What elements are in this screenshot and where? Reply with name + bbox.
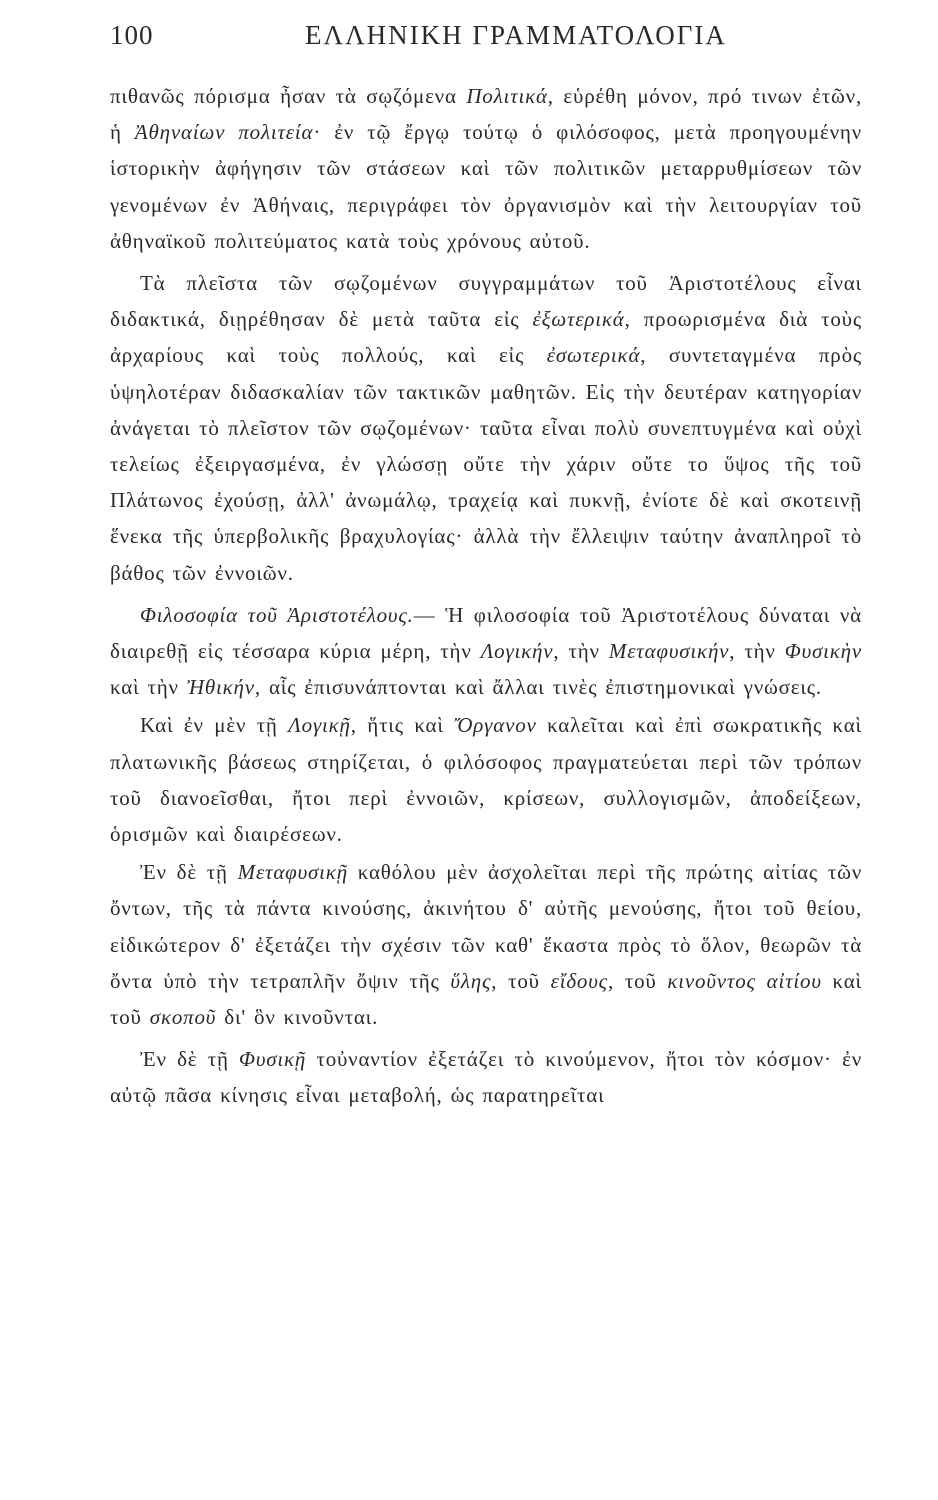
italic-run: Ὄργανον [454, 713, 537, 738]
page-number: 100 [110, 20, 154, 50]
text-run: , αἷς ἐπισυνάπτονται καὶ ἄλλαι τινὲς ἐπιστημονικαὶ γνώσεις. [254, 675, 822, 700]
body-text [110, 78, 862, 1114]
text-run: καλεῖται καὶ ἐπὶ σωκρατικῆς καὶ πλατωνικῆς βάσεως στηρίζεται, ὁ φιλόσοφος πραγματεύεται περὶ τῶν τρόπων τοῦ διανοεῖσθαι, ἤτοι περὶ ἐννοιῶν, κρίσεων, συλλογισμῶν, ἀποδείξεων, ὁρισμῶν καὶ διαιρέσεων. [110, 713, 862, 847]
text-run: , συντεταγμένα πρὸς ὑψηλοτέραν διδασκαλίαν τῶν τακτικῶν μαθητῶν. Εἰς τὴν δευτέραν κατηγορίαν ἀνάγεται τὸ πλεῖστον τῶν σῳζομένων· ταῦτα εἶναι πολὺ συνεπτυγμένα καὶ οὐχὶ τελείως ἐξειργασμένα, ἐν γλώσσῃ οὔτε τὴν χάριν οὔτε το ὕψος τῆς τοῦ Πλάτωνος ἐχούσῃ, ἀλλ' ἀνωμάλῳ, τραχείᾳ καὶ πυκνῇ, ἐνίοτε δὲ καὶ σκοτεινῇ ἕνεκα τῆς ὑπερβολικῆς βραχυλογίας· ἀλλὰ τὴν ἔλλειψιν ταύτην ἀναπληροῖ τὸ βάθος τῶν ἐννοιῶν. [110, 343, 862, 585]
italic-run: Λογικῇ [288, 713, 351, 738]
text-run: , τὴν [729, 639, 785, 664]
paragraph-philosophy-heading [110, 597, 862, 706]
italic-run: Πολιτικά [466, 84, 548, 108]
paragraph-logic [110, 707, 862, 852]
text-run: , εὑρέθη μόνον, πρό τινων ἐτῶν, ἡ [110, 84, 862, 145]
italic-run: ἐσωτερικά [546, 343, 641, 368]
text-run: , ἥτις καὶ [350, 713, 455, 738]
text-run: καθόλου μὲν ἀσχολεῖται περὶ τῆς πρώτης αἰτίας τῶν ὄντων, τῆς τὰ πάντα κινούσης, ἀκινήτου δ' αὐτῆς μενούσης, ἤτοι τοῦ θείου, εἰδικώτερον δ' ἐξετάζει τὴν σχέσιν τῶν καθ' ἕκαστα πρὸς τὸ ὅλον, θεωρῶν τὰ ὄντα ὑπὸ τὴν τετραπλῆν ὄψιν τῆς [110, 860, 862, 993]
italic-run: κινοῦντος αἰτίου [667, 968, 822, 993]
text-run: , τοῦ [491, 968, 551, 993]
italic-run: ἐξωτερικά [532, 307, 625, 332]
italic-run: Ἠθικήν [186, 675, 255, 700]
running-head [110, 20, 862, 60]
text-run: Ἐν δὲ τῇ [140, 860, 238, 885]
text-run: Ἐν δὲ τῇ [140, 1047, 240, 1072]
italic-run: Ἀθηναίων πολιτεία [134, 120, 314, 145]
text-run: καὶ τὴν [110, 675, 187, 700]
text-run: καὶ τοῦ [110, 968, 863, 1030]
paragraph-physics [110, 1041, 862, 1113]
paragraph-writings [110, 265, 862, 591]
text-run: , τοῦ [608, 968, 668, 993]
italic-run: εἴδους [550, 968, 608, 993]
italic-run: Λογικήν [480, 639, 554, 664]
text-run: τοὐναντίον ἐξετάζει τὸ κινούμενον, ἤτοι τὸν κόσμον· ἐν αὐτῷ πᾶσα κίνησις εἶναι μεταβολή, ὡς παρατηρεῖται [110, 1047, 863, 1108]
italic-run: Φυσικὴν [784, 639, 863, 664]
text-run: δι' ὃν κινοῦνται. [216, 1005, 379, 1030]
text-run: · ἐν τῷ ἔργῳ τούτῳ ὁ φιλόσοφος, μετὰ προηγουμένην ἱστορικὴν ἀφήγησιν τῶν στάσεων καὶ τῶν πολιτικῶν μεταρρυθμίσεων τῶν γενομένων ἐν Ἀθήναις, περιγράφει τὸν ὀργανισμὸν καὶ τὴν λειτουργίαν τοῦ ἀθηναϊκοῦ πολιτεύματος κατὰ τοὺς χρόνους αὐτοῦ. [110, 120, 862, 253]
paragraph-metaphysics [110, 854, 862, 1035]
italic-run: Μεταφυσικήν [608, 639, 730, 664]
running-title: ΕΛΛΗΝΙΚΗ ΓΡΑΜΜΑΤΟΛΟΓΙΑ [305, 20, 727, 50]
italic-run: Μεταφυσικῇ [237, 860, 348, 885]
text-run: πιθανῶς πόρισμα ἦσαν τὰ σῳζόμενα [110, 84, 467, 108]
paragraph-politeia [110, 78, 862, 259]
text-run: Τὰ πλεῖστα τῶν σῳζομένων συγγραμμάτων τοῦ Ἀριστοτέλους εἶναι διδακτικά, διῃρέθησαν δὲ μετὰ ταῦτα εἰς [110, 271, 862, 332]
section-heading-italic: Φιλοσοφία τοῦ Ἀριστοτέλους. [140, 602, 414, 627]
text-run: Καὶ ἐν μὲν τῇ [140, 713, 289, 738]
text-run: , προωρισμένα διὰ τοὺς ἀρχαρίους καὶ τοὺς πολλούς, καὶ εἰς [110, 307, 862, 368]
text-run: , τὴν [553, 639, 609, 664]
italic-run: σκοποῦ [149, 1005, 217, 1030]
italic-run: Φυσικῇ [239, 1047, 307, 1072]
italic-run: ὕλης [450, 968, 492, 993]
text-run: — Ἡ φιλοσοφία τοῦ Ἀριστοτέλους δύναται νὰ διαιρεθῇ εἰς τέσσαρα κύρια μέρη, τὴν [110, 602, 862, 664]
